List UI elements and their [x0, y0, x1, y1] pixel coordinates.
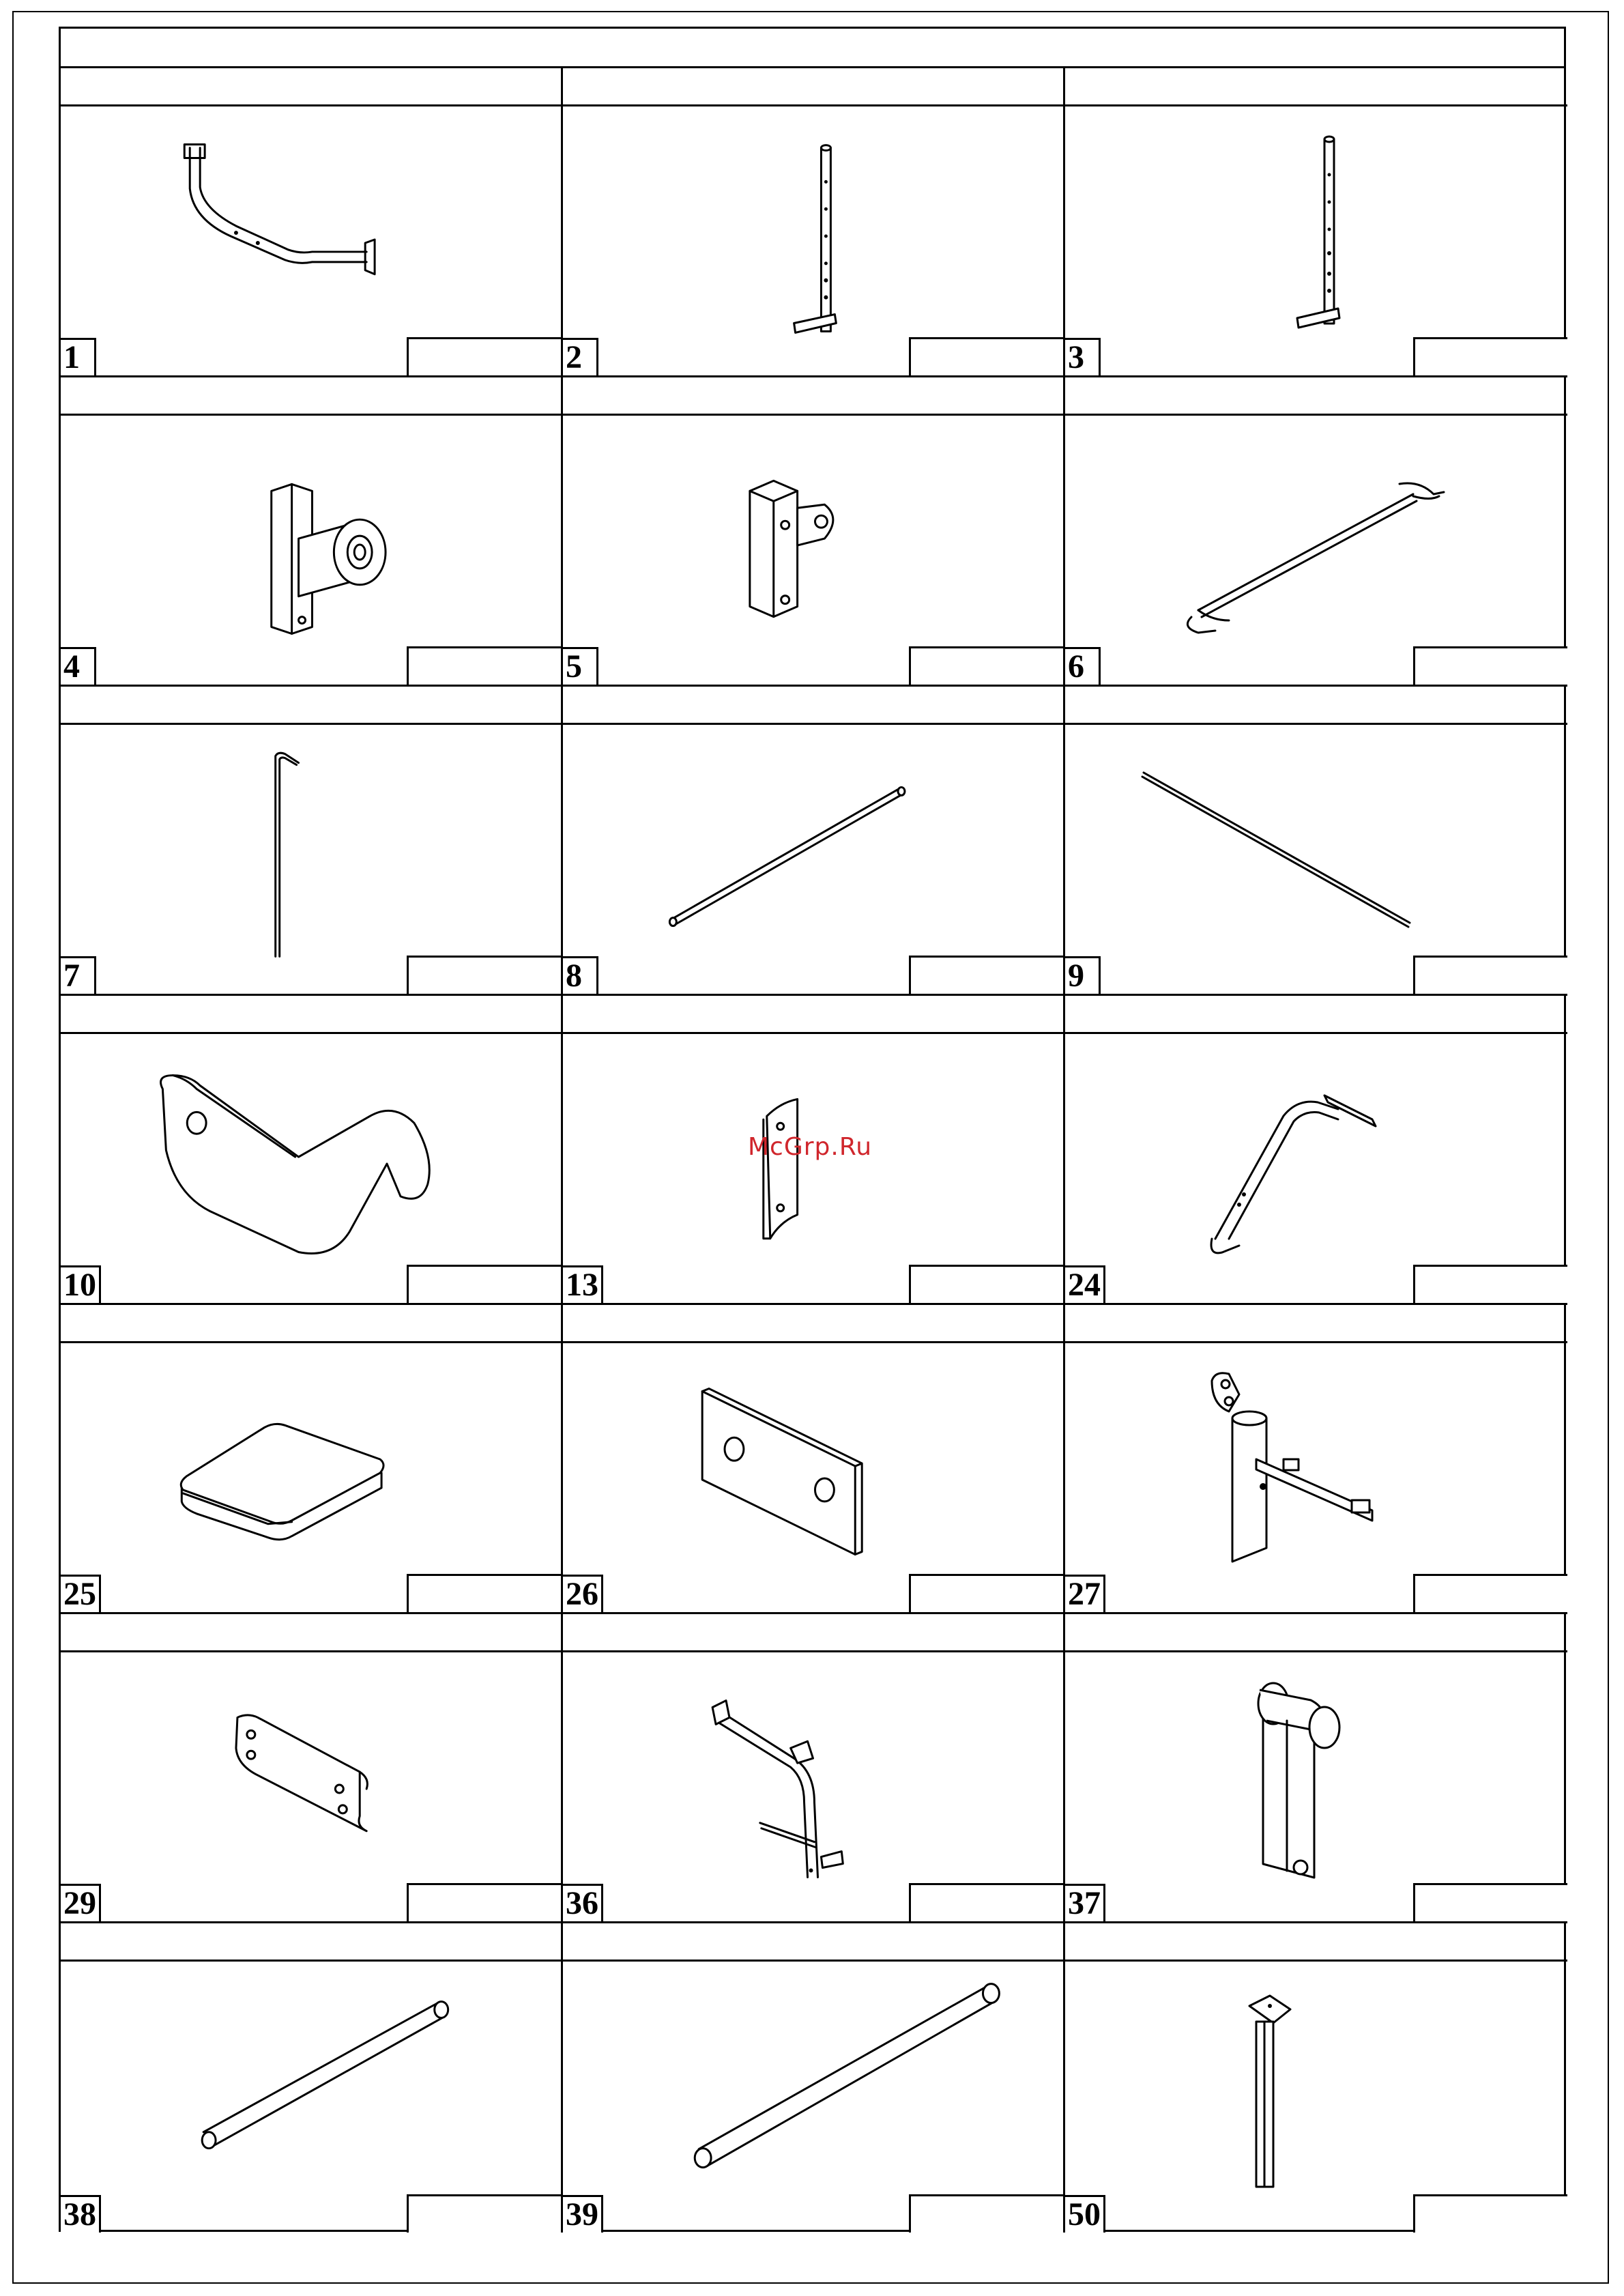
- part-number: 26: [563, 1575, 603, 1612]
- quantity-field: [407, 1265, 561, 1303]
- quantity-field: [909, 1265, 1063, 1303]
- quantity-field: [909, 956, 1063, 994]
- part-number: 36: [563, 1884, 603, 1921]
- part-cell: [61, 1923, 563, 2233]
- part-cell: [61, 996, 563, 1305]
- part-name-field: [1065, 377, 1567, 416]
- part-cell: [1065, 1923, 1567, 2233]
- quantity-field: [909, 337, 1063, 375]
- part-number: 3: [1065, 338, 1101, 375]
- part-name-field: [563, 68, 1063, 106]
- part-cell: [563, 68, 1065, 377]
- part-drawing: [61, 1962, 561, 2233]
- part-cell: [61, 687, 563, 996]
- part-number: 10: [61, 1265, 101, 1303]
- part-name-field: [1065, 687, 1567, 725]
- part-cell: [1065, 687, 1567, 996]
- quantity-field: [909, 1574, 1063, 1612]
- part-name-field: [61, 377, 561, 416]
- part-name-field: [1065, 1923, 1567, 1962]
- part-cell: [563, 1923, 1065, 2233]
- part-number: 7: [61, 956, 96, 994]
- part-number: 39: [563, 2195, 603, 2233]
- part-name-field: [1065, 1614, 1567, 1652]
- part-drawing: [1065, 1962, 1567, 2233]
- quantity-field: [1413, 956, 1567, 994]
- part-cell: [1065, 996, 1567, 1305]
- part-number: 1: [61, 338, 96, 375]
- sheet-title-bar: [61, 29, 1564, 68]
- part-number: 5: [563, 647, 598, 685]
- part-number: 25: [61, 1575, 101, 1612]
- quantity-field: [407, 1883, 561, 1921]
- quantity-field: [407, 2194, 561, 2233]
- part-name-field: [1065, 996, 1567, 1034]
- part-cell: [61, 1614, 563, 1923]
- watermark-text: McGrp.Ru: [748, 1133, 873, 1161]
- part-cell: [1065, 1305, 1567, 1614]
- part-number: 8: [563, 956, 598, 994]
- quantity-field: [909, 2194, 1063, 2233]
- part-name-field: [563, 377, 1063, 416]
- part-name-field: [61, 1923, 561, 1962]
- part-cell: [563, 687, 1065, 996]
- part-cell: [1065, 68, 1567, 377]
- part-number: 13: [563, 1265, 603, 1303]
- part-number: 9: [1065, 956, 1101, 994]
- part-number: 37: [1065, 1884, 1105, 1921]
- part-number: 38: [61, 2195, 101, 2233]
- part-name-field: [563, 996, 1063, 1034]
- quantity-field: [407, 646, 561, 685]
- part-name-field: [563, 687, 1063, 725]
- part-number: 24: [1065, 1265, 1105, 1303]
- part-name-field: [61, 1305, 561, 1343]
- part-name-field: [1065, 68, 1567, 106]
- quantity-field: [909, 1883, 1063, 1921]
- part-name-field: [61, 996, 561, 1034]
- part-cell: [1065, 1614, 1567, 1923]
- quantity-field: [1413, 2194, 1567, 2233]
- part-name-field: [563, 1305, 1063, 1343]
- part-name-field: [563, 1923, 1063, 1962]
- part-cell: [61, 377, 563, 687]
- part-cell: [1065, 377, 1567, 687]
- part-name-field: [61, 1614, 561, 1652]
- quantity-field: [909, 646, 1063, 685]
- part-number: 2: [563, 338, 598, 375]
- part-name-field: [61, 68, 561, 106]
- part-cell: [61, 1305, 563, 1614]
- part-number: 29: [61, 1884, 101, 1921]
- quantity-field: [1413, 1574, 1567, 1612]
- part-number: 6: [1065, 647, 1101, 685]
- part-number: 50: [1065, 2195, 1105, 2233]
- part-number: 4: [61, 647, 96, 685]
- part-number: 27: [1065, 1575, 1105, 1612]
- parts-sheet: [59, 27, 1566, 2232]
- part-cell: [563, 1614, 1065, 1923]
- part-name-field: [61, 687, 561, 725]
- quantity-field: [1413, 337, 1567, 375]
- part-cell: [563, 1305, 1065, 1614]
- quantity-field: [1413, 1883, 1567, 1921]
- quantity-field: [407, 1574, 561, 1612]
- part-drawing: [563, 1962, 1063, 2233]
- part-cell: [563, 377, 1065, 687]
- quantity-field: [1413, 646, 1567, 685]
- part-name-field: [1065, 1305, 1567, 1343]
- quantity-field: [407, 337, 561, 375]
- quantity-field: [1413, 1265, 1567, 1303]
- part-cell: [61, 68, 563, 377]
- part-name-field: [563, 1614, 1063, 1652]
- quantity-field: [407, 956, 561, 994]
